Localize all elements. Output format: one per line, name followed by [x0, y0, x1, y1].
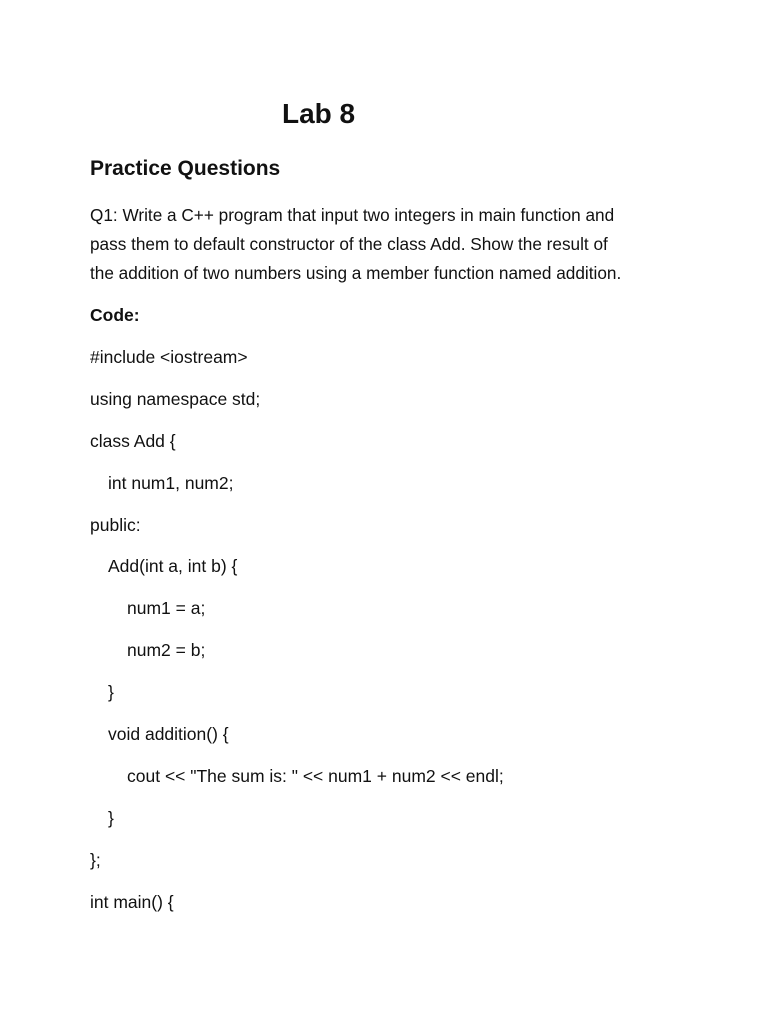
- code-line: cout << "The sum is: " << num1 + num2 << endl;: [127, 765, 504, 786]
- code-line: using namespace std;: [90, 388, 261, 409]
- section-heading: Practice Questions: [90, 157, 281, 180]
- code-line: #include <iostream>: [90, 347, 248, 367]
- code-line: }: [108, 682, 114, 703]
- code-line: }: [108, 807, 114, 828]
- page-title: Lab 8: [282, 98, 356, 129]
- code-line: Add(int a, int b) {: [108, 556, 238, 577]
- code-block: [90, 343, 504, 929]
- question-line: pass them to default constructor of the class Add. Show the result of: [90, 234, 608, 254]
- question-line: the addition of two numbers using a member function named addition.: [90, 263, 622, 283]
- code-line: int num1, num2;: [108, 472, 234, 493]
- code-line: num1 = a;: [127, 598, 206, 619]
- code-line: class Add {: [90, 430, 176, 451]
- code-line: void addition() {: [108, 724, 229, 745]
- question-text: [90, 201, 690, 288]
- code-line: num2 = b;: [127, 640, 206, 661]
- code-line: };: [90, 849, 101, 870]
- code-line: public:: [90, 514, 141, 535]
- code-line: int main() {: [90, 891, 174, 912]
- code-label: Code:: [90, 305, 140, 325]
- question-line: Q1: Write a C++ program that input two integers in main function and: [90, 205, 615, 225]
